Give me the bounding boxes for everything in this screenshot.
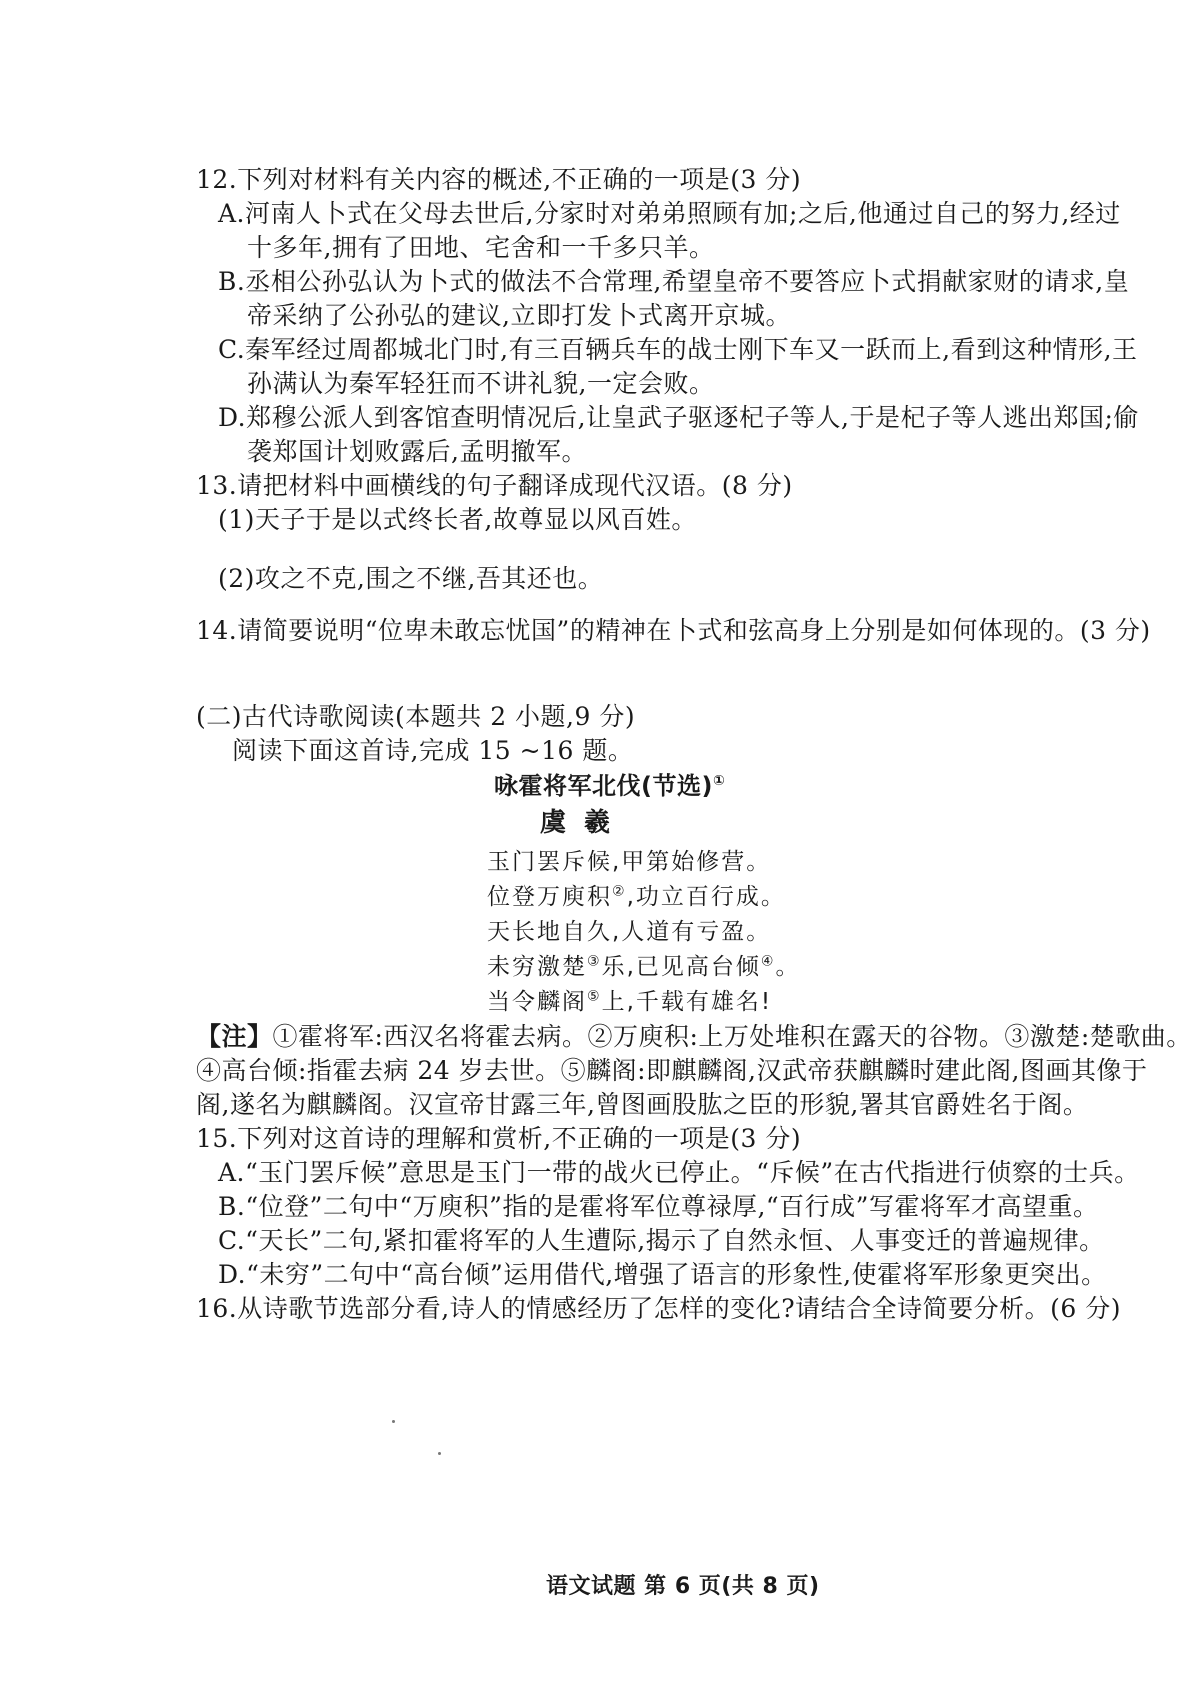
poem-note-mark-3: ③ — [587, 953, 602, 970]
poem-line-5b: 上,千载有雄名! — [601, 989, 773, 1015]
q12-option-a-line1: A.河南人卜式在父母去世后,分家时对弟弟照顾有加;之后,他通过自己的努力,经过 — [218, 199, 1121, 228]
scan-speck — [438, 1452, 441, 1455]
notes-line-1 — [196, 1020, 1192, 1054]
notes-label: 【注】 — [196, 1022, 273, 1051]
poem-line-3: 天长地自久,人道有亏盈。 — [487, 919, 772, 945]
section-intro: 阅读下面这首诗,完成 15 ~16 题。 — [232, 736, 634, 765]
notes-line-2: ④高台倾:指霍去病 24 岁去世。⑤麟阁:即麒麟阁,汉武帝获麒麟时建此阁,图画其像于 — [196, 1056, 1148, 1085]
poem-line-2a: 位登万庾积 — [487, 884, 612, 910]
poem-title — [494, 769, 725, 803]
q16-stem: 16.从诗歌节选部分看,诗人的情感经历了怎样的变化?请结合全诗简要分析。(6 分) — [196, 1294, 1121, 1323]
poem-line-4c: 。 — [775, 954, 801, 980]
q14-stem: 14.请简要说明“位卑未敢忘忧国”的精神在卜式和弦高身上分别是如何体现的。(3 分) — [196, 616, 1151, 645]
scan-speck — [392, 1420, 395, 1423]
poem-line-4a: 未穷激楚 — [487, 954, 587, 980]
q13-stem: 13.请把材料中画横线的句子翻译成现代汉语。(8 分) — [196, 471, 793, 500]
poem-line-4 — [487, 950, 800, 984]
poem-title-text: 咏霍将军北伐(节选) — [494, 772, 713, 800]
q15-option-a: A.“玉门罢斥候”意思是玉门一带的战火已停止。“斥候”在古代指进行侦察的士兵。 — [218, 1158, 1140, 1187]
q15-stem: 15.下列对这首诗的理解和赏析,不正确的一项是(3 分) — [196, 1124, 802, 1153]
q12-option-c-line2: 孙满认为秦军轻狂而不讲礼貌,一定会败。 — [247, 369, 715, 398]
q12-stem: 12.下列对材料有关内容的概述,不正确的一项是(3 分) — [196, 165, 802, 194]
poem-title-note-mark: ① — [712, 773, 726, 789]
q12-option-b-line1: B.丞相公孙弘认为卜式的做法不合常理,希望皇帝不要答应卜式捐献家财的请求,皇 — [218, 267, 1130, 296]
q12-option-d-line1: D.郑穆公派人到客馆查明情况后,让皇武子驱逐杞子等人,于是杞子等人逃出郑国;偷 — [218, 403, 1139, 432]
q12-option-d-line2: 袭郑国计划败露后,孟明撤军。 — [247, 437, 587, 466]
poem-note-mark-4: ④ — [760, 953, 776, 970]
poem-line-4b: 乐,已见高台倾 — [601, 954, 761, 980]
poem-note-mark-2: ② — [612, 883, 627, 900]
poem-line-1: 玉门罢斥候,甲第始修营。 — [487, 849, 772, 875]
q12-option-a-line2: 十多年,拥有了田地、宅舍和一千多只羊。 — [247, 233, 715, 262]
notes-text-1: ①霍将军:西汉名将霍去病。②万庾积:上万处堆积在露天的谷物。③激楚:楚歌曲。 — [272, 1022, 1192, 1051]
q13-sentence-1: (1)天子于是以式终长者,故尊显以风百姓。 — [218, 505, 697, 534]
poem-note-mark-5: ⑤ — [587, 988, 602, 1005]
section-heading: (二)古代诗歌阅读(本题共 2 小题,9 分) — [196, 702, 636, 731]
poem-line-5 — [487, 985, 772, 1019]
notes-line-3: 阁,遂名为麒麟阁。汉宣帝甘露三年,曾图画股肱之臣的形貌,署其官爵姓名于阁。 — [196, 1090, 1089, 1119]
poem-line-2 — [487, 880, 786, 914]
poem-author: 虞羲 — [540, 808, 629, 838]
q15-option-d: D.“未穷”二句中“高台倾”运用借代,增强了语言的形象性,使霍将军形象更突出。 — [218, 1260, 1107, 1289]
q12-option-b-line2: 帝采纳了公孙弘的建议,立即打发卜式离开京城。 — [247, 301, 791, 330]
page-footer: 语文试题 第 6 页(共 8 页) — [546, 1574, 820, 1599]
q12-option-c-line1: C.秦军经过周都城北门时,有三百辆兵车的战士刚下车又一跃而上,看到这种情形,王 — [218, 335, 1138, 364]
poem-line-5a: 当令麟阁 — [487, 989, 587, 1015]
poem-line-2b: ,功立百行成。 — [626, 884, 786, 910]
q15-option-c: C.“天长”二句,紧扣霍将军的人生遭际,揭示了自然永恒、人事变迁的普遍规律。 — [218, 1226, 1105, 1255]
q13-sentence-2: (2)攻之不克,围之不继,吾其还也。 — [218, 564, 604, 593]
q15-option-b: B.“位登”二句中“万庾积”指的是霍将军位尊禄厚,“百行成”写霍将军才高望重。 — [218, 1192, 1099, 1221]
